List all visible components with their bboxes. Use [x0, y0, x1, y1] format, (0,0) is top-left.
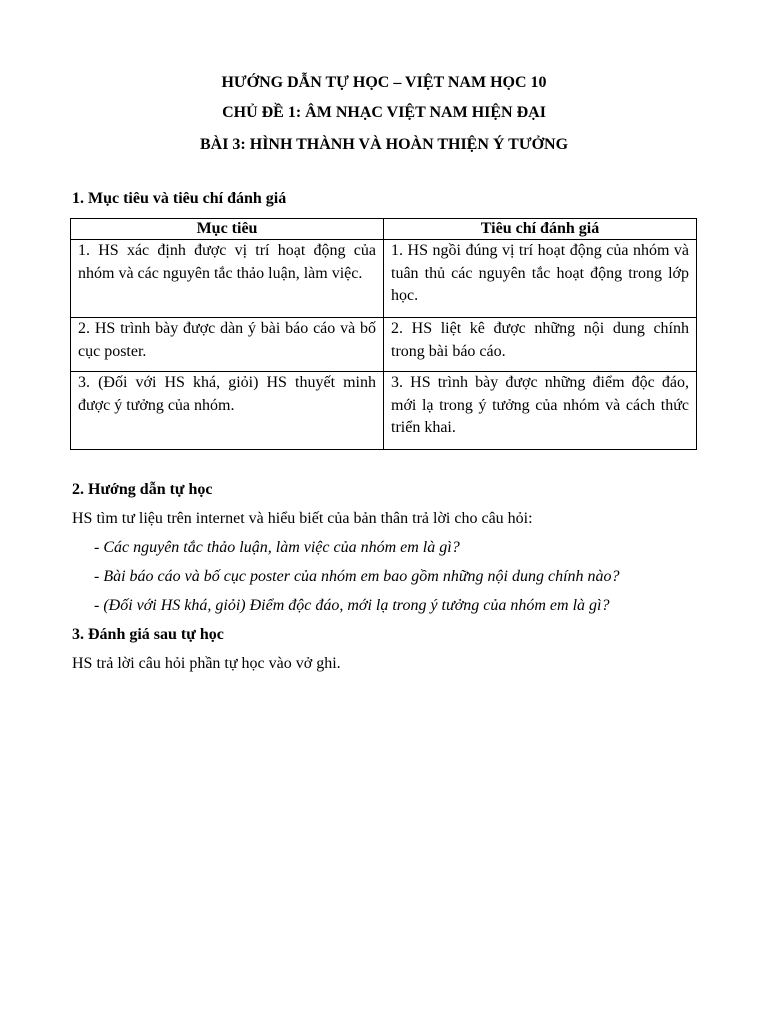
table-cell-objective: 3. (Đối với HS khá, giỏi) HS thuyết minh được ý tưởng của nhóm. — [71, 372, 384, 450]
document-title: HƯỚNG DẪN TỰ HỌC – VIỆT NAM HỌC 10 — [221, 74, 547, 91]
assessment-text: HS trả lời câu hỏi phần tự học vào vở ghi. — [72, 655, 341, 672]
table-row — [71, 318, 697, 372]
section-heading-self-study: 2. Hướng dẫn tự học — [72, 481, 213, 498]
table-cell-criterion: 2. HS liệt kê được những nội dung chính trong bài báo cáo. — [384, 318, 697, 372]
table-row — [71, 240, 697, 318]
table-cell-criterion: 3. HS trình bày được những điểm độc đáo, mới lạ trong ý tưởng của nhóm và cách thức triển khai. — [384, 372, 697, 450]
table-cell-objective: 2. HS trình bày được dàn ý bài báo cáo và bố cục poster. — [71, 318, 384, 372]
section-heading-assessment: 3. Đánh giá sau tự học — [72, 626, 224, 643]
question-item: - (Đối với HS khá, giỏi) Điểm độc đáo, mới lạ trong ý tưởng của nhóm em là gì? — [94, 597, 610, 614]
lesson-title: BÀI 3: HÌNH THÀNH VÀ HOÀN THIỆN Ý TƯỞNG — [199, 136, 569, 153]
topic-title: CHỦ ĐỀ 1: ÂM NHẠC VIỆT NAM HIỆN ĐẠI — [222, 104, 546, 121]
objectives-criteria-table — [70, 218, 697, 450]
self-study-intro: HS tìm tư liệu trên internet và hiểu biết của bản thân trả lời cho câu hỏi: — [72, 510, 533, 527]
section-heading-objectives: 1. Mục tiêu và tiêu chí đánh giá — [72, 190, 287, 207]
column-header-objectives: Mục tiêu — [71, 219, 384, 240]
question-item: - Các nguyên tắc thảo luận, làm việc của nhóm em là gì? — [94, 539, 460, 556]
table-row — [71, 372, 697, 450]
table-cell-objective: 1. HS xác định được vị trí hoạt động của nhóm và các nguyên tắc thảo luận, làm việc. — [71, 240, 384, 318]
table-cell-criterion: 1. HS ngồi đúng vị trí hoạt động của nhóm và tuân thủ các nguyên tắc hoạt động trong lớp học. — [384, 240, 697, 318]
table-header-row — [71, 219, 697, 240]
column-header-criteria: Tiêu chí đánh giá — [384, 219, 697, 240]
question-item: - Bài báo cáo và bố cục poster của nhóm em bao gồm những nội dung chính nào? — [94, 568, 620, 585]
